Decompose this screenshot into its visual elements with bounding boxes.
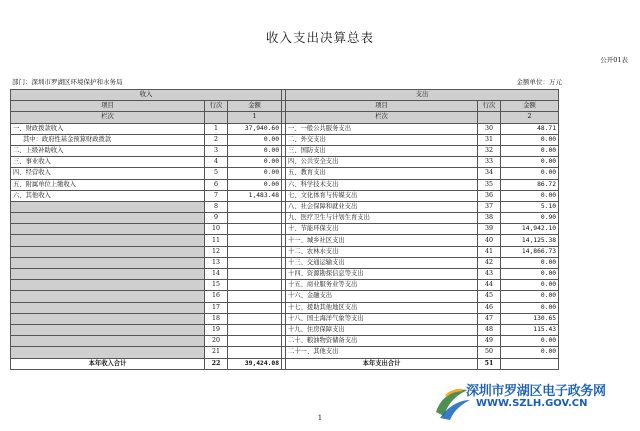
report-title: 收入支出决算总表 (265, 30, 374, 45)
income-rowno-cell: 1 (205, 123, 228, 134)
expense-rowno-cell: 45 (478, 291, 501, 302)
income-section-header: 收入 (11, 90, 282, 101)
expense-rowno-cell: 33 (478, 157, 501, 168)
income-rowno-cell: 9 (205, 213, 228, 224)
expense-item-cell: 四、公共安全支出 (286, 157, 478, 168)
income-rowno-cell: 4 (205, 157, 228, 168)
income-amount-cell (228, 201, 282, 212)
expense-amount-cell: 14,942.10 (501, 224, 559, 235)
expense-rowno-cell: 38 (478, 213, 501, 224)
income-rowno-cell: 17 (205, 302, 228, 313)
income-amount-cell: 0.00 (228, 134, 282, 145)
expense-item-cell: 十一、城乡社区支出 (286, 235, 478, 246)
expense-item-cell: 二十、粮油物资储备支出 (286, 336, 478, 347)
expense-item-cell: 十七、援助其他地区支出 (286, 302, 478, 313)
table-row (11, 313, 559, 324)
income-amount-cell: 37,940.60 (228, 123, 282, 134)
expense-item-cell: 十三、交通运输支出 (286, 257, 478, 268)
table-row (11, 168, 559, 179)
watermark-title: 深圳市罗湖区电子政务网 (466, 384, 606, 399)
expense-amount-cell: 0.00 (501, 302, 559, 313)
table-row (11, 246, 559, 257)
column-header-row (11, 101, 559, 112)
income-rowno-cell: 16 (205, 291, 228, 302)
income-item-cell (11, 336, 205, 347)
income-rowno-cell: 19 (205, 324, 228, 335)
table-row (11, 157, 559, 168)
form-code: 公开01表 (600, 56, 628, 64)
table-row (11, 269, 559, 280)
income-amount-cell (228, 257, 282, 268)
expense-item-cell: 一、一般公共服务支出 (286, 123, 478, 134)
expense-item-cell: 十六、金融支出 (286, 291, 478, 302)
income-amount-cell: 1,483.48 (228, 190, 282, 201)
expense-item-cell: 十五、商业服务业等支出 (286, 280, 478, 291)
income-rowno-cell: 14 (205, 269, 228, 280)
table-row (11, 347, 559, 358)
expense-column-index: 2 (501, 112, 559, 123)
expense-item-cell: 九、医疗卫生与计划生育支出 (286, 213, 478, 224)
income-item-cell (11, 347, 205, 358)
site-watermark (430, 378, 640, 428)
expense-amount-cell: 0.00 (501, 336, 559, 347)
income-item-cell (11, 246, 205, 257)
table-row (11, 257, 559, 268)
income-item-cell: 一、财政拨款收入 (11, 123, 205, 134)
expense-item-header: 项目 (286, 101, 478, 112)
table-row (11, 213, 559, 224)
expense-amount-cell: 130.65 (501, 313, 559, 324)
table-row (11, 224, 559, 235)
expense-column-label: 栏次 (286, 112, 478, 123)
table-row (11, 123, 559, 134)
expense-item-cell: 七、文化体育与传媒支出 (286, 190, 478, 201)
expense-rowno-cell: 32 (478, 145, 501, 156)
expense-rowno-cell: 47 (478, 313, 501, 324)
column-index-row (11, 112, 559, 123)
expense-rowno-cell: 37 (478, 201, 501, 212)
income-rowno-cell: 5 (205, 168, 228, 179)
expense-item-cell: 五、教育支出 (286, 168, 478, 179)
income-item-cell (11, 291, 205, 302)
income-amount-cell (228, 280, 282, 291)
expense-rowno-cell: 40 (478, 235, 501, 246)
income-amount-cell (228, 347, 282, 358)
expense-item-cell: 十八、国土海洋气象等支出 (286, 313, 478, 324)
expense-rowno-cell: 39 (478, 224, 501, 235)
income-rowno-cell: 20 (205, 336, 228, 347)
income-item-cell (11, 257, 205, 268)
expense-item-cell: 十四、资源勘探信息等支出 (286, 269, 478, 280)
income-rowno-cell: 7 (205, 190, 228, 201)
income-rowno-cell: 18 (205, 313, 228, 324)
amount-unit-label: 金额单位：万元 (516, 78, 562, 86)
expense-rowno-cell: 43 (478, 269, 501, 280)
expense-amount-cell: 0.00 (501, 157, 559, 168)
expense-rowno-cell: 35 (478, 179, 501, 190)
expense-rowno-cell: 30 (478, 123, 501, 134)
expense-item-cell: 六、科学技术支出 (286, 179, 478, 190)
table-row (11, 201, 559, 212)
expense-item-cell: 十九、住房保障支出 (286, 324, 478, 335)
income-total-label: 本年收入合计 (11, 358, 205, 369)
expense-rowno-cell: 31 (478, 134, 501, 145)
income-rowno-cell: 21 (205, 347, 228, 358)
table-row (11, 145, 559, 156)
income-item-cell (11, 235, 205, 246)
income-item-cell (11, 302, 205, 313)
income-item-header: 项目 (11, 101, 205, 112)
income-amount-cell (228, 291, 282, 302)
income-item-cell (11, 324, 205, 335)
income-amount-cell: 0.00 (228, 145, 282, 156)
income-amount-cell (228, 269, 282, 280)
expense-amount-cell: 48.71 (501, 123, 559, 134)
expense-rowno-cell: 36 (478, 190, 501, 201)
table-row (11, 190, 559, 201)
section-header-row (11, 90, 559, 101)
expense-section-header: 支出 (286, 90, 559, 101)
totals-row (11, 358, 559, 369)
department-label: 部门：深圳市罗湖区环境保护和水务局 (12, 78, 123, 86)
income-column-index: 1 (228, 112, 282, 123)
income-rowno-cell: 10 (205, 224, 228, 235)
income-amount-cell (228, 324, 282, 335)
income-rowno-header: 行次 (205, 101, 228, 112)
expense-amount-cell: 0.00 (501, 347, 559, 358)
expense-rowno-cell: 46 (478, 302, 501, 313)
income-rowno-cell: 11 (205, 235, 228, 246)
income-rowno-cell: 2 (205, 134, 228, 145)
table-row (11, 235, 559, 246)
expense-rowno-cell: 44 (478, 280, 501, 291)
expense-item-cell: 二、外交支出 (286, 134, 478, 145)
expense-amount-cell: 0.90 (501, 213, 559, 224)
expense-rowno-cell: 41 (478, 246, 501, 257)
table-row (11, 179, 559, 190)
income-amount-cell: 0.00 (228, 157, 282, 168)
page-number: 1 (317, 414, 323, 422)
income-amount-cell: 0.00 (228, 179, 282, 190)
income-rowno-cell: 6 (205, 179, 228, 190)
expense-rowno-header: 行次 (478, 101, 501, 112)
expense-total-label: 本年支出合计 (286, 358, 478, 369)
expense-item-cell: 十、节能环保支出 (286, 224, 478, 235)
expense-amount-cell: 14,125.38 (501, 235, 559, 246)
income-amount-cell (228, 213, 282, 224)
expense-item-cell: 八、社会保障和就业支出 (286, 201, 478, 212)
income-amount-header: 金额 (228, 101, 282, 112)
expense-amount-cell: 5.10 (501, 201, 559, 212)
expense-rowno-cell: 42 (478, 257, 501, 268)
expense-amount-cell: 0.00 (501, 190, 559, 201)
table-row (11, 291, 559, 302)
expense-item-cell: 三、国防支出 (286, 145, 478, 156)
expense-amount-cell: 86.72 (501, 179, 559, 190)
income-item-cell (11, 201, 205, 212)
income-item-cell: 六、其他收入 (11, 190, 205, 201)
income-item-cell: 五、附属单位上缴收入 (11, 179, 205, 190)
income-item-cell (11, 224, 205, 235)
income-amount-cell: 0.00 (228, 168, 282, 179)
expense-rowno-cell: 48 (478, 324, 501, 335)
table-row (11, 324, 559, 335)
expense-total-rowno: 51 (478, 358, 501, 369)
income-amount-cell (228, 224, 282, 235)
income-rowno-cell: 8 (205, 201, 228, 212)
income-item-cell: 三、事业收入 (11, 157, 205, 168)
expense-amount-cell: 0.00 (501, 134, 559, 145)
income-amount-cell (228, 302, 282, 313)
income-total-amount: 39,424.08 (228, 358, 282, 369)
income-rowno-cell: 13 (205, 257, 228, 268)
table-row (11, 134, 559, 145)
income-item-cell (11, 213, 205, 224)
income-amount-cell (228, 336, 282, 347)
expense-rowno-cell: 49 (478, 336, 501, 347)
expense-amount-cell: 0.00 (501, 280, 559, 291)
expense-amount-header: 金额 (501, 101, 559, 112)
expense-amount-cell: 115.43 (501, 324, 559, 335)
expense-amount-cell: 0.00 (501, 257, 559, 268)
table-row (11, 336, 559, 347)
income-rowno-cell: 15 (205, 280, 228, 291)
income-amount-cell (228, 246, 282, 257)
income-item-cell: 四、经营收入 (11, 168, 205, 179)
income-amount-cell (228, 235, 282, 246)
expense-rowno-cell: 34 (478, 168, 501, 179)
expense-amount-cell: 0.00 (501, 269, 559, 280)
table-body (11, 90, 559, 370)
expense-amount-cell: 14,866.73 (501, 246, 559, 257)
expense-item-cell: 二十一、其他支出 (286, 347, 478, 358)
income-item-cell (11, 280, 205, 291)
expense-total-amount (501, 358, 559, 369)
income-item-cell (11, 313, 205, 324)
table-row (11, 302, 559, 313)
income-item-cell: 二、上级补助收入 (11, 145, 205, 156)
income-rowno-cell: 3 (205, 145, 228, 156)
table-row (11, 280, 559, 291)
income-expense-table (10, 89, 559, 370)
expense-rowno-cell: 50 (478, 347, 501, 358)
income-item-cell (11, 269, 205, 280)
income-rowno-cell: 12 (205, 246, 228, 257)
expense-item-cell: 十二、农林水支出 (286, 246, 478, 257)
income-item-cell: 其中：政府性基金预算财政拨款 (11, 134, 205, 145)
income-amount-cell (228, 313, 282, 324)
expense-amount-cell: 0.00 (501, 145, 559, 156)
income-total-rowno: 22 (205, 358, 228, 369)
watermark-url: WWW.SZLH.GOV.CN (476, 398, 588, 409)
expense-amount-cell: 0.00 (501, 168, 559, 179)
income-column-label: 栏次 (11, 112, 205, 123)
expense-amount-cell: 0.00 (501, 291, 559, 302)
